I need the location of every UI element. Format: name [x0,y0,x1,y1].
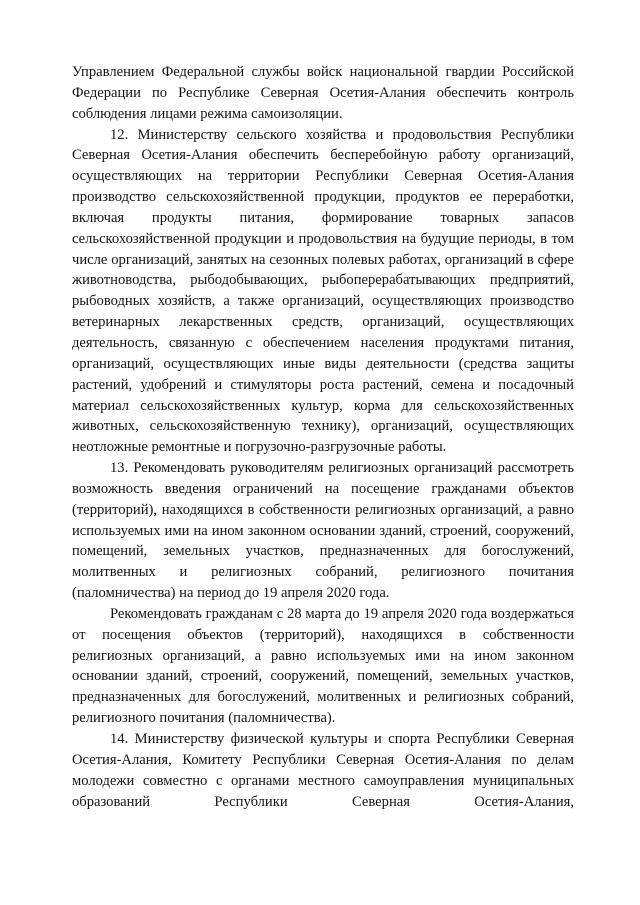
paragraph-11-continuation: Управлением Федеральной службы войск национальной гвардии Российской Федерации по Республике Северная Осетия-Алания обеспечить контроль соблюдения лицами режима самоизоляции. [72,64,574,122]
paragraph-14: 14. Министерству физической культуры и спорта Республики Северная Осетия-Алания, Комитету Республики Северная Осетия-Алания по делам молодежи совместно с органами местного самоуправления муниципальных образований Республики Северная Осетия-Алания, [72,731,574,810]
paragraph-13: 13. Рекомендовать руководителям религиозных организаций рассмотреть возможность введения ограничений на посещение гражданами объектов (территорий), находящихся в собственности религиозных организаций, а равно используемых ими на ином законном основании зданий, строений, сооружений, помещений, земельных участков, предназначенных для богослужений, молитвенных и религиозных собраний, религиозного почитания (паломничества) на период до 19 апреля 2020 года. [72,460,574,602]
paragraph-13-recommendation: Рекомендовать гражданам с 28 марта до 19 апреля 2020 года воздержаться от посещения объектов (территорий), находящихся в собственности религиозных организаций, а равно используемых ими на ином законном основании зданий, строений, сооружений, помещений, земельных участков, предназначенных для богослужений, молитвенных и религиозных собраний, религиозного почитания (паломничества). [72,605,574,727]
paragraph-12: 12. Министерству сельского хозяйства и продовольствия Республики Северная Осетия-Алания обеспечить бесперебойную работу организаций, осуществляющих на территории Республики Северная Осетия-Алания производство сельскохозяйственной продукции, продуктов ее переработки, включая продукты питания, формирование товарных запасов сельскохозяйственной продукции и продовольствия на будущие периоды, в том числе организаций, занятых на сезонных полевых работах, организаций в сфере животноводства, рыбодобывающих, рыбоперерабатывающих предприятий, рыбоводных хозяйств, а также организаций, осуществляющих производство ветеринарных лекарственных средств, организаций, осуществляющих деятельность, связанную с обеспечением населения продуктами питания, организаций, осуществляющих иные виды деятельности (средства защиты растений, удобрений и стимуляторы роста растений, семена и посадочный материал сельскохозяйственных культур, корма для сельскохозяйственных животных, сельскохозяйственную технику), организаций, осуществляющих неотложные ремонтные и погрузочно-разгрузочные работы. [72,126,574,456]
